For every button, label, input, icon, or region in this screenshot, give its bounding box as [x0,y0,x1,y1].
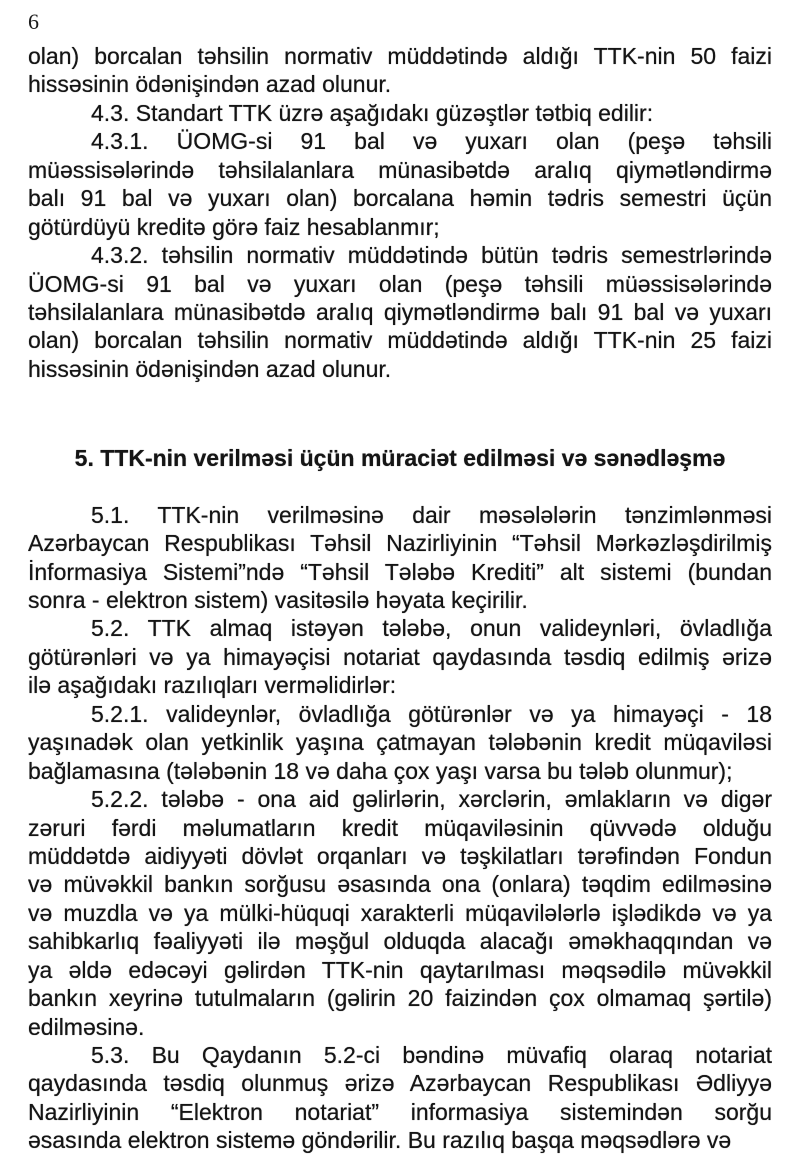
text-line: və muzdla və ya mülki-hüquqi xarakterli müqavilələrlə işlədikdə və ya [28,899,772,926]
text-line: yaşınadək olan yetkinlik yaşına çatmayan tələbənin kredit müqaviləsi [28,729,772,756]
text-line: müəssisələrində təhsilalanlara münasibətdə aralıq qiymətləndirmə [28,156,772,183]
text-line: hissəsinin ödənişindən azad olunur. [28,355,392,382]
text-line: ilə aşağıdakı razılıqları verməlidirlər: [28,672,397,699]
paragraph [28,127,772,241]
text-line: İnformasiya Sistemi”ndə “Təhsil Tələbə Krediti” alt sistemi (bundan [28,558,772,585]
paragraph [28,785,772,1041]
paragraph [28,42,772,99]
text-line: 5.2. TTK almaq istəyən tələbə, onun valideynləri, övladlığa [91,615,772,642]
text-line: edilməsinə. [28,1013,145,1040]
paragraph [28,501,772,615]
page-number: 6 [28,9,39,34]
text-line: 5. TTK-nin verilməsi üçün müraciət edilməsi və sənədləşmə [74,445,726,472]
text-line: hissəsinin ödənişindən azad olunur. [28,71,392,98]
text-line: müddətdə aidiyyəti dövlət orqanları və təşkilatları tərəfindən Fondun [28,842,772,869]
text-line: sonra - elektron sistem) vasitəsilə həyata keçirilir. [28,587,528,613]
section-heading [28,444,772,472]
text-line: 5.2.2. tələbə - ona aid gəlirlərin, xərclərin, əmlakların və digər [91,786,772,813]
paragraph [28,700,772,785]
paragraph [28,614,772,699]
paragraph [28,99,772,127]
paragraph [28,1041,772,1155]
text-line: bankın xeyrinə tutulmaların (gəlirin 20 faizindən çox olmamaq şərtilə) [28,985,772,1012]
text-line: olan) borcalan təhsilin normativ müddətində aldığı TTK-nin 25 faizi [28,327,772,354]
text-line: 5.3. Bu Qaydanın 5.2-ci bəndinə müvafiq olaraq notariat [91,1042,772,1068]
paragraph [28,241,772,383]
text-line: Azərbaycan Respublikası Təhsil Nazirliyinin “Təhsil Mərkəzləşdirilmiş [28,530,772,557]
text-line: qaydasında təsdiq olunmuş ərizə Azərbaycan Respublikası Ədliyyə [28,1070,772,1097]
text-line: və müvəkkil bankın sorğusu əsasında ona (onlara) təqdim edilməsinə [28,871,772,898]
text-line: balı 91 bal və yuxarı olan) borcalana həmin tədris semestri üçün [28,185,772,212]
text-line: olan) borcalan təhsilin normativ müddətində aldığı TTK-nin 50 faizi [28,43,772,69]
text-body [28,42,772,1155]
text-line: 5.2.1. valideynlər, övladlığa götürənlər və ya himayəçi - 18 [91,700,772,727]
text-line: sahibkarlıq fəaliyyəti ilə məşğul olduqda alacağı əməkhaqqından və [28,928,772,955]
text-line: təhsilalanlara münasibətdə aralıq qiymətləndirmə balı 91 bal və yuxarı [28,298,772,325]
text-line: ya əldə edəcəyi gəlirdən TTK-nin qaytarılması məqsədilə müvəkkil [28,956,772,983]
text-line: əsasında elektron sistemə göndərilir. Bu razılıq başqa məqsədlərə və [28,1127,732,1154]
text-line: bağlamasına (tələbənin 18 və daha çox yaşı varsa bu tələb olunmur); [28,757,733,784]
text-line: götürdüyü kreditə görə faiz hesablanmır; [28,213,440,240]
text-line: götürənləri və ya himayəçisi notariat qaydasında təsdiq edilmiş ərizə [28,643,772,670]
text-line: 5.1. TTK-nin verilməsinə dair məsələlərin tənzimlənməsi [91,501,772,528]
text-line: 4.3. Standart TTK üzrə aşağıdakı güzəştlər tətbiq edilir: [91,99,654,126]
text-line: ÜOMG-si 91 bal və yuxarı olan (peşə təhsili müəssisələrində [28,270,772,297]
text-line: Nazirliyinin “Elektron notariat” informasiya sistemindən sorğu [28,1098,772,1125]
text-line: 4.3.2. təhsilin normativ müddətində bütün tədris semestrlərində [91,242,772,269]
text-line: zəruri fərdi məlumatların kredit müqaviləsinin qüvvədə olduğu [28,814,772,841]
text-line: 4.3.1. ÜOMG-si 91 bal və yuxarı olan (peşə təhsili [91,128,772,155]
